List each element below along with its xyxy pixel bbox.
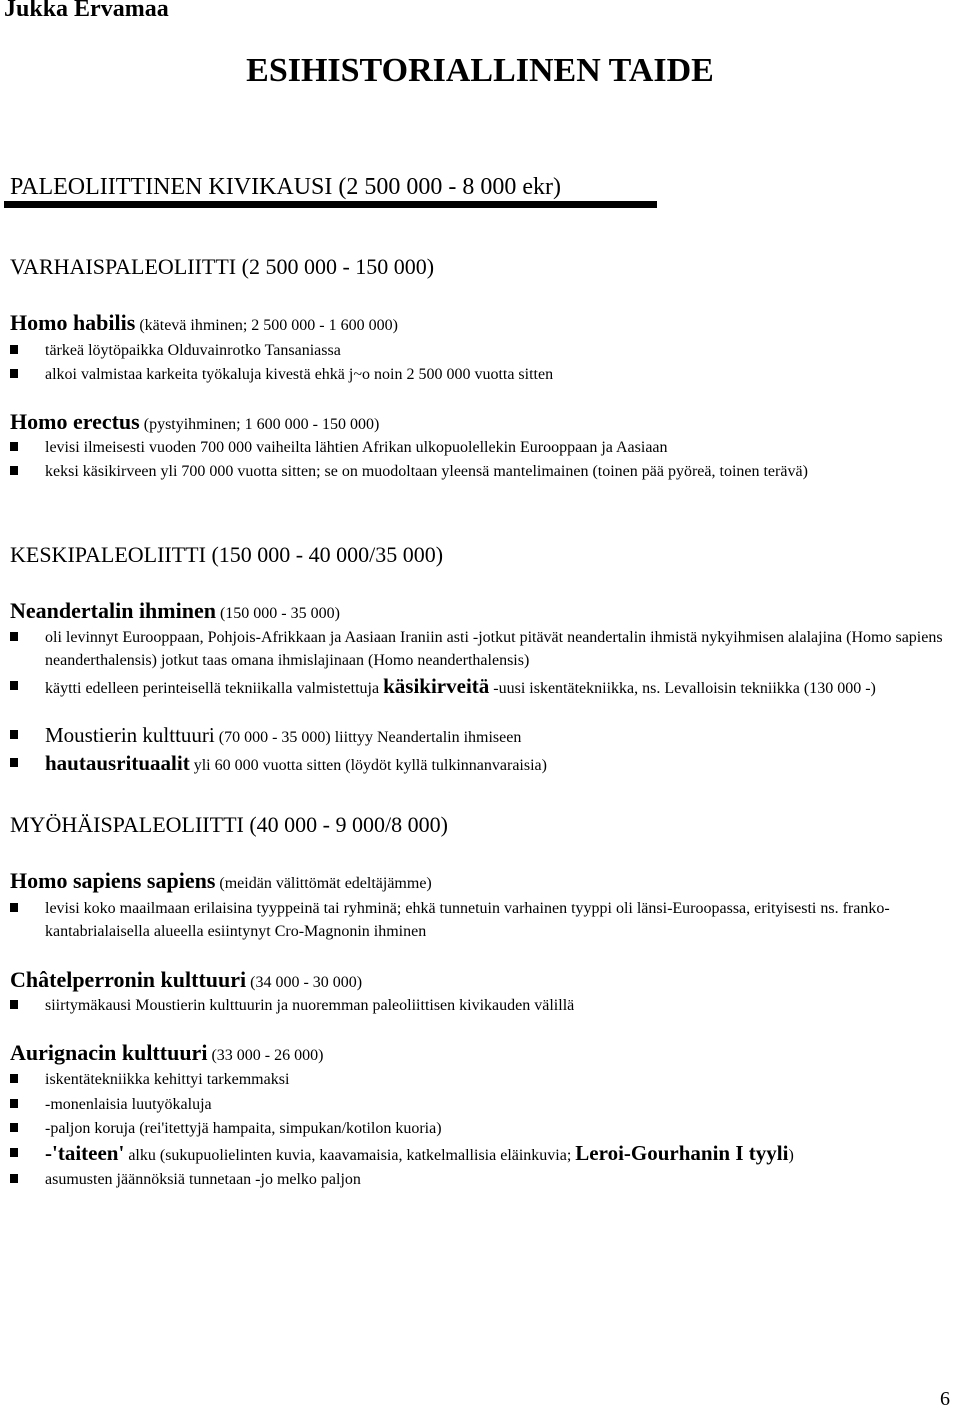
bullet-icon (10, 369, 18, 378)
heading-rule (4, 201, 657, 208)
bullet-icon (10, 442, 18, 451)
paleolithic-heading: PALEOLIITTINEN KIVIKAUSI (2 500 000 - 8 000 ekr) (10, 174, 562, 200)
chatelperron-desc: (34 000 - 30 000) (246, 974, 363, 991)
bullet-icon (10, 758, 18, 767)
homo-erectus-name: Homo erectus (10, 409, 140, 434)
bullet-icon (10, 1123, 18, 1132)
upper-paleolithic-heading: MYÖHÄISPALEOLIITTI (40 000 - 9 000/8 000) (10, 812, 448, 837)
middle-paleolithic-heading: KESKIPALEOLIITTI (150 000 - 40 000/35 000) (10, 542, 444, 567)
lower-paleolithic-heading: VARHAISPALEOLIITTI (2 500 000 - 150 000) (10, 254, 435, 279)
aurignac-heading (10, 1040, 323, 1066)
page-title: ESIHISTORIALLINEN TAIDE (246, 52, 714, 89)
neanderthal-name: Neandertalin ihminen (10, 598, 216, 623)
aurignac-desc: (33 000 - 26 000) (207, 1047, 324, 1064)
chatelperron-name: Châtelperronin kulttuuri (10, 967, 247, 992)
bullet-icon (10, 730, 18, 739)
page-number: 6 (940, 1388, 950, 1410)
neanderthal-heading (10, 598, 340, 624)
aurignac-name: Aurignacin kulttuuri (10, 1040, 208, 1065)
homo-sapiens-desc: (meidän välittömät edeltäjämme) (215, 875, 432, 892)
homo-habilis-name: Homo habilis (10, 310, 136, 335)
bullet-icon (10, 1174, 18, 1183)
homo-habilis-desc: (kätevä ihminen; 2 500 000 - 1 600 000) (135, 317, 398, 334)
bullet-icon (10, 1074, 18, 1083)
homo-erectus-desc: (pystyihminen; 1 600 000 - 150 000) (139, 416, 380, 433)
bullet-icon (10, 903, 18, 912)
bullet-icon (10, 681, 18, 690)
bullet-icon (10, 345, 18, 354)
homo-sapiens-name: Homo sapiens sapiens (10, 868, 216, 893)
author-name: Jukka Ervamaa (4, 0, 169, 22)
homo-erectus-heading (10, 409, 379, 435)
neanderthal-desc: (150 000 - 35 000) (215, 605, 340, 622)
homo-sapiens-heading (10, 868, 432, 894)
chatelperron-heading (10, 967, 362, 993)
bullet-icon (10, 466, 18, 475)
homo-habilis-heading (10, 310, 398, 336)
bullet-icon (10, 1000, 18, 1009)
bullet-icon (10, 1099, 18, 1108)
bullet-icon (10, 632, 18, 641)
bullet-icon (10, 1148, 18, 1157)
